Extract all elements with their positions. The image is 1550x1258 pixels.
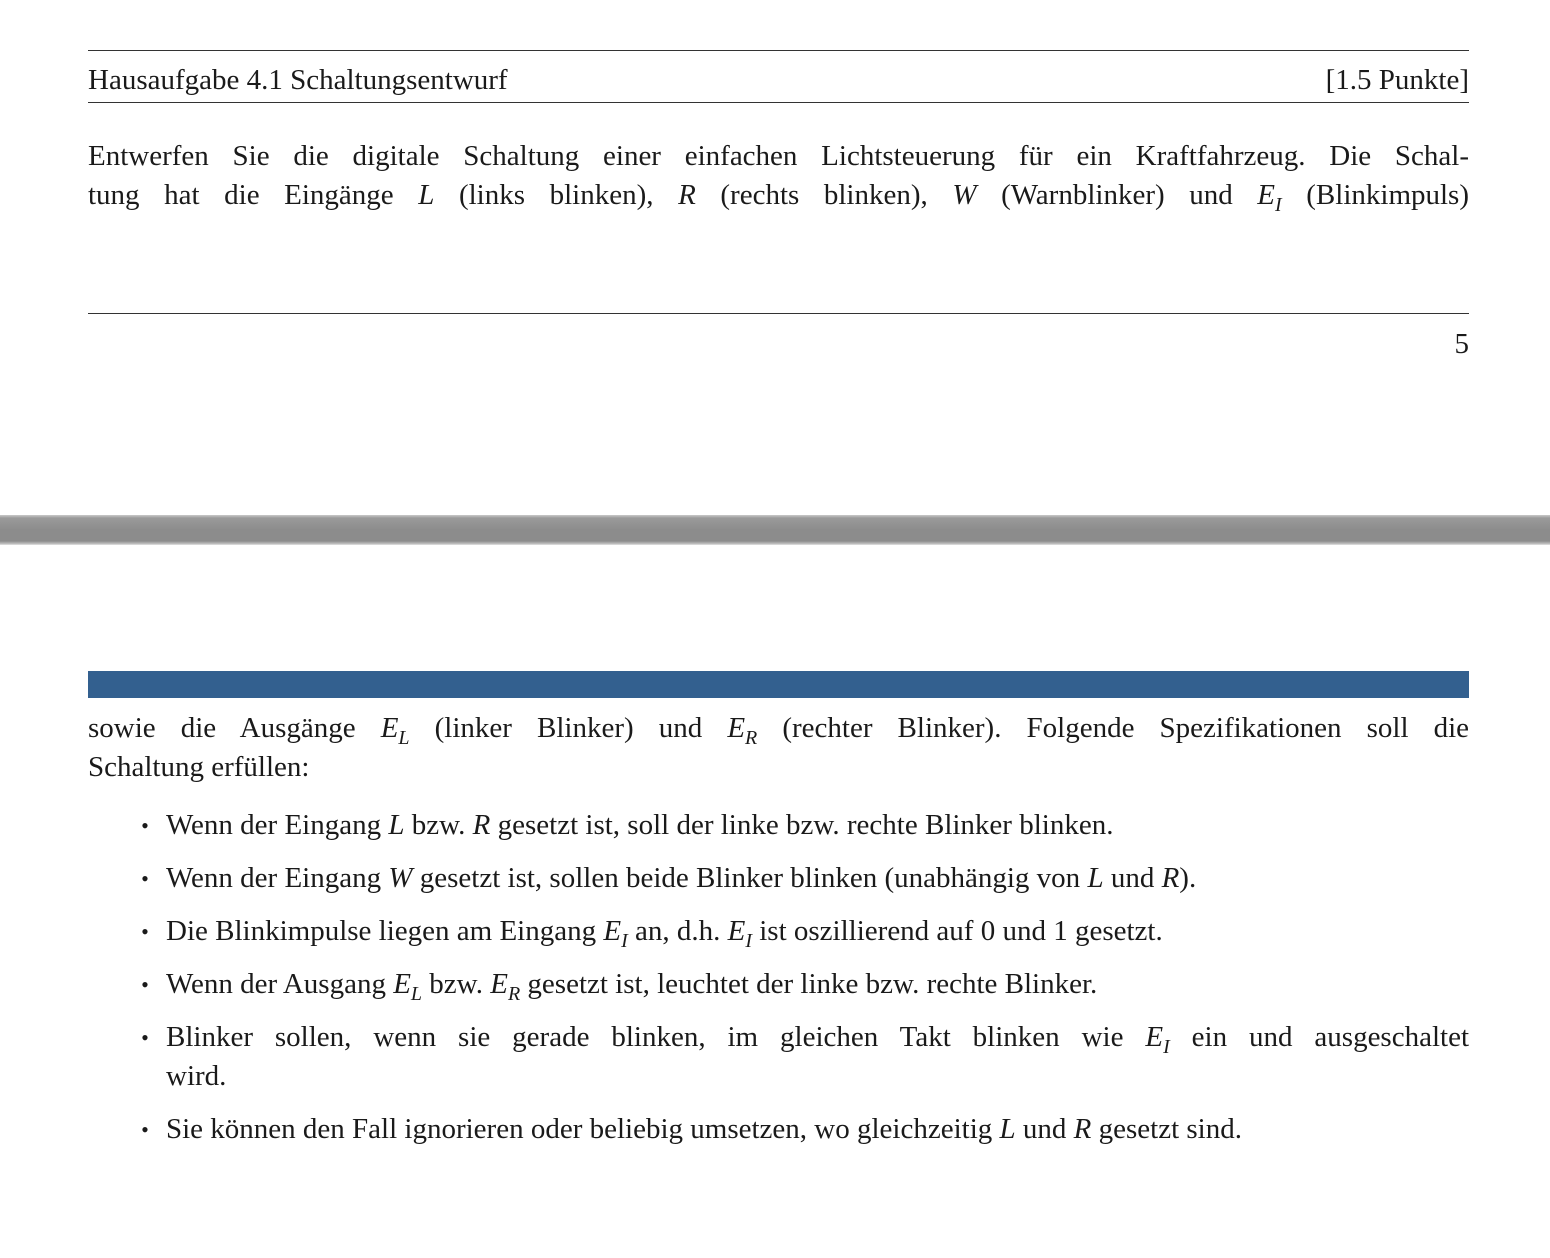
var-E: E — [380, 712, 399, 744]
specification-list — [88, 806, 1469, 1163]
text-span: ist oszillierend auf 0 und 1 gesetzt. — [752, 915, 1163, 947]
list-item-text — [166, 912, 1469, 951]
intro-line-2 — [88, 176, 1469, 215]
page-number: 5 — [1454, 328, 1469, 360]
text-span: bzw. — [404, 809, 473, 841]
text-span: (linker Blinker) und — [409, 712, 728, 744]
list-item-line-1 — [166, 1018, 1469, 1057]
list-item-text — [166, 806, 1469, 845]
header-top-rule — [88, 50, 1469, 51]
list-item — [88, 1018, 1469, 1096]
exercise-title: Hausaufgabe 4.1 Schaltungsentwurf — [88, 64, 508, 96]
exercise-points: [1.5 Punkte] — [1325, 64, 1469, 96]
subscript-I: I — [1275, 194, 1282, 216]
section-header-bar — [88, 671, 1469, 698]
var-E: E — [1257, 179, 1276, 211]
var-E: E — [393, 968, 411, 1000]
page-top — [0, 0, 1550, 515]
exercise-header — [88, 60, 1469, 100]
text-span: tung hat die Eingänge — [88, 179, 419, 211]
text-span: ). — [1179, 862, 1197, 894]
text-span: gesetzt ist, sollen beide Blinker blinken (unabhängig von — [412, 862, 1088, 894]
list-item-text — [166, 1018, 1469, 1096]
intro-paragraph — [88, 137, 1469, 215]
list-item-text — [166, 965, 1469, 1004]
list-item-line-2: wird. — [166, 1060, 227, 1092]
list-item — [88, 965, 1469, 1004]
text-span: Die Blinkimpulse liegen am Eingang — [166, 915, 604, 947]
list-item — [88, 806, 1469, 845]
continuation-paragraph — [88, 709, 1469, 787]
subscript-R: R — [745, 727, 758, 749]
bullet-icon: • — [141, 1025, 149, 1050]
subscript-I: I — [745, 930, 752, 952]
text-span: gesetzt ist, soll der linke bzw. rechte Blinker blinken. — [490, 809, 1114, 841]
text-span: bzw. — [422, 968, 491, 1000]
bullet-icon: • — [141, 866, 149, 891]
text-span: (Blinkimpuls) — [1281, 179, 1469, 211]
var-L: L — [999, 1113, 1016, 1145]
list-item-text — [166, 859, 1469, 898]
page-separator — [0, 515, 1550, 545]
list-item — [88, 912, 1469, 951]
bullet-icon: • — [141, 813, 149, 838]
list-item — [88, 859, 1469, 898]
footer-rule — [88, 313, 1469, 314]
var-R: R — [1161, 862, 1180, 894]
text-span: sowie die Ausgänge — [88, 712, 381, 744]
text-span: (rechter Blinker). Folgende Spezifikationen soll die — [757, 712, 1470, 744]
text-span: Wenn der Eingang — [166, 862, 389, 894]
text-span: (links blinken), — [434, 179, 679, 211]
bullet-icon: • — [141, 972, 149, 997]
text-span: gesetzt sind. — [1091, 1113, 1242, 1145]
text-span: ein und ausgeschaltet — [1169, 1021, 1470, 1053]
intro-line-1: Entwerfen Sie die digitale Schaltung einer einfachen Lichtsteuerung für ein Kraftfahrzeug. Die Schal- — [88, 140, 1469, 172]
text-span: und — [1015, 1113, 1074, 1145]
var-R: R — [678, 179, 696, 211]
text-span: gesetzt ist, leuchtet der linke bzw. rechte Blinker. — [520, 968, 1098, 1000]
var-W: W — [388, 862, 413, 894]
text-span: (Warnblinker) und — [976, 179, 1258, 211]
var-E: E — [1145, 1021, 1164, 1053]
var-W: W — [952, 179, 977, 211]
var-R: R — [1073, 1113, 1092, 1145]
text-span: an, d.h. — [627, 915, 728, 947]
subscript-L: L — [410, 983, 423, 1005]
var-E: E — [603, 915, 622, 947]
var-E: E — [727, 915, 746, 947]
text-span: Wenn der Ausgang — [166, 968, 394, 1000]
var-L: L — [1087, 862, 1104, 894]
header-bottom-rule — [88, 102, 1469, 103]
var-E: E — [490, 968, 508, 1000]
subscript-R: R — [507, 983, 521, 1005]
subscript-L: L — [398, 727, 410, 749]
text-span: Sie können den Fall ignorieren oder beliebig umsetzen, wo gleichzeitig — [166, 1113, 1000, 1145]
bullet-icon: • — [141, 919, 149, 944]
bullet-icon: • — [141, 1117, 149, 1142]
text-span: und — [1103, 862, 1162, 894]
text-span: (rechts blinken), — [695, 179, 953, 211]
subscript-I: I — [621, 930, 628, 952]
text-span: Wenn der Eingang — [166, 809, 389, 841]
text-span: Blinker sollen, wenn sie gerade blinken, im gleichen Takt blinken wie — [166, 1021, 1146, 1053]
var-R: R — [472, 809, 491, 841]
var-E: E — [727, 712, 746, 744]
subscript-I: I — [1163, 1036, 1170, 1058]
var-L: L — [388, 809, 405, 841]
list-item — [88, 1110, 1469, 1149]
continuation-line-1 — [88, 709, 1469, 748]
continuation-line-2: Schaltung erfüllen: — [88, 751, 310, 783]
list-item-text — [166, 1110, 1469, 1149]
var-L: L — [418, 179, 435, 211]
